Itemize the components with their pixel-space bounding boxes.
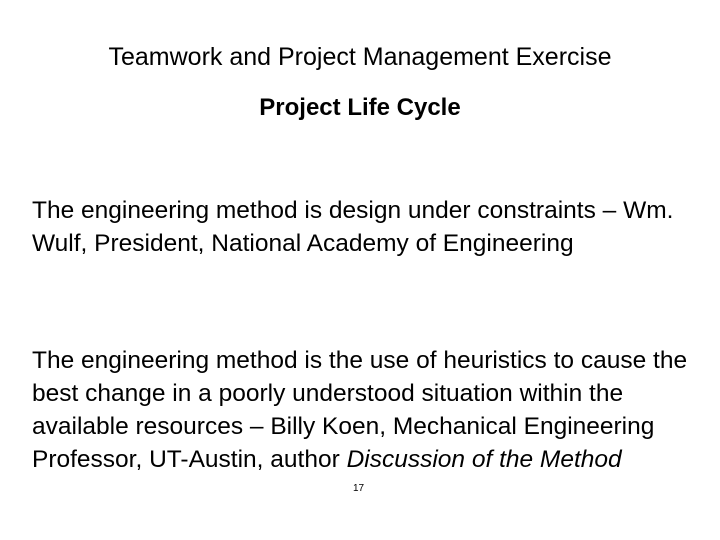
book-title: Discussion of the Method <box>346 446 622 473</box>
quote-wulf: The engineering method is design under constraints – Wm. Wulf, President, National Academy of Engineering <box>32 197 674 257</box>
slide-number: 17 <box>353 483 365 494</box>
slide-subtitle: Project Life Cycle <box>259 94 461 121</box>
slide-title: Teamwork and Project Management Exercise <box>108 43 612 71</box>
quote-koen-text: The engineering method is the use of heuristics to cause the best change in a poorly understood situation within the available resources – Billy Koen, Mechanical Engineering Professor, UT-Austin, author <box>32 347 688 473</box>
quote-koen <box>32 344 702 476</box>
